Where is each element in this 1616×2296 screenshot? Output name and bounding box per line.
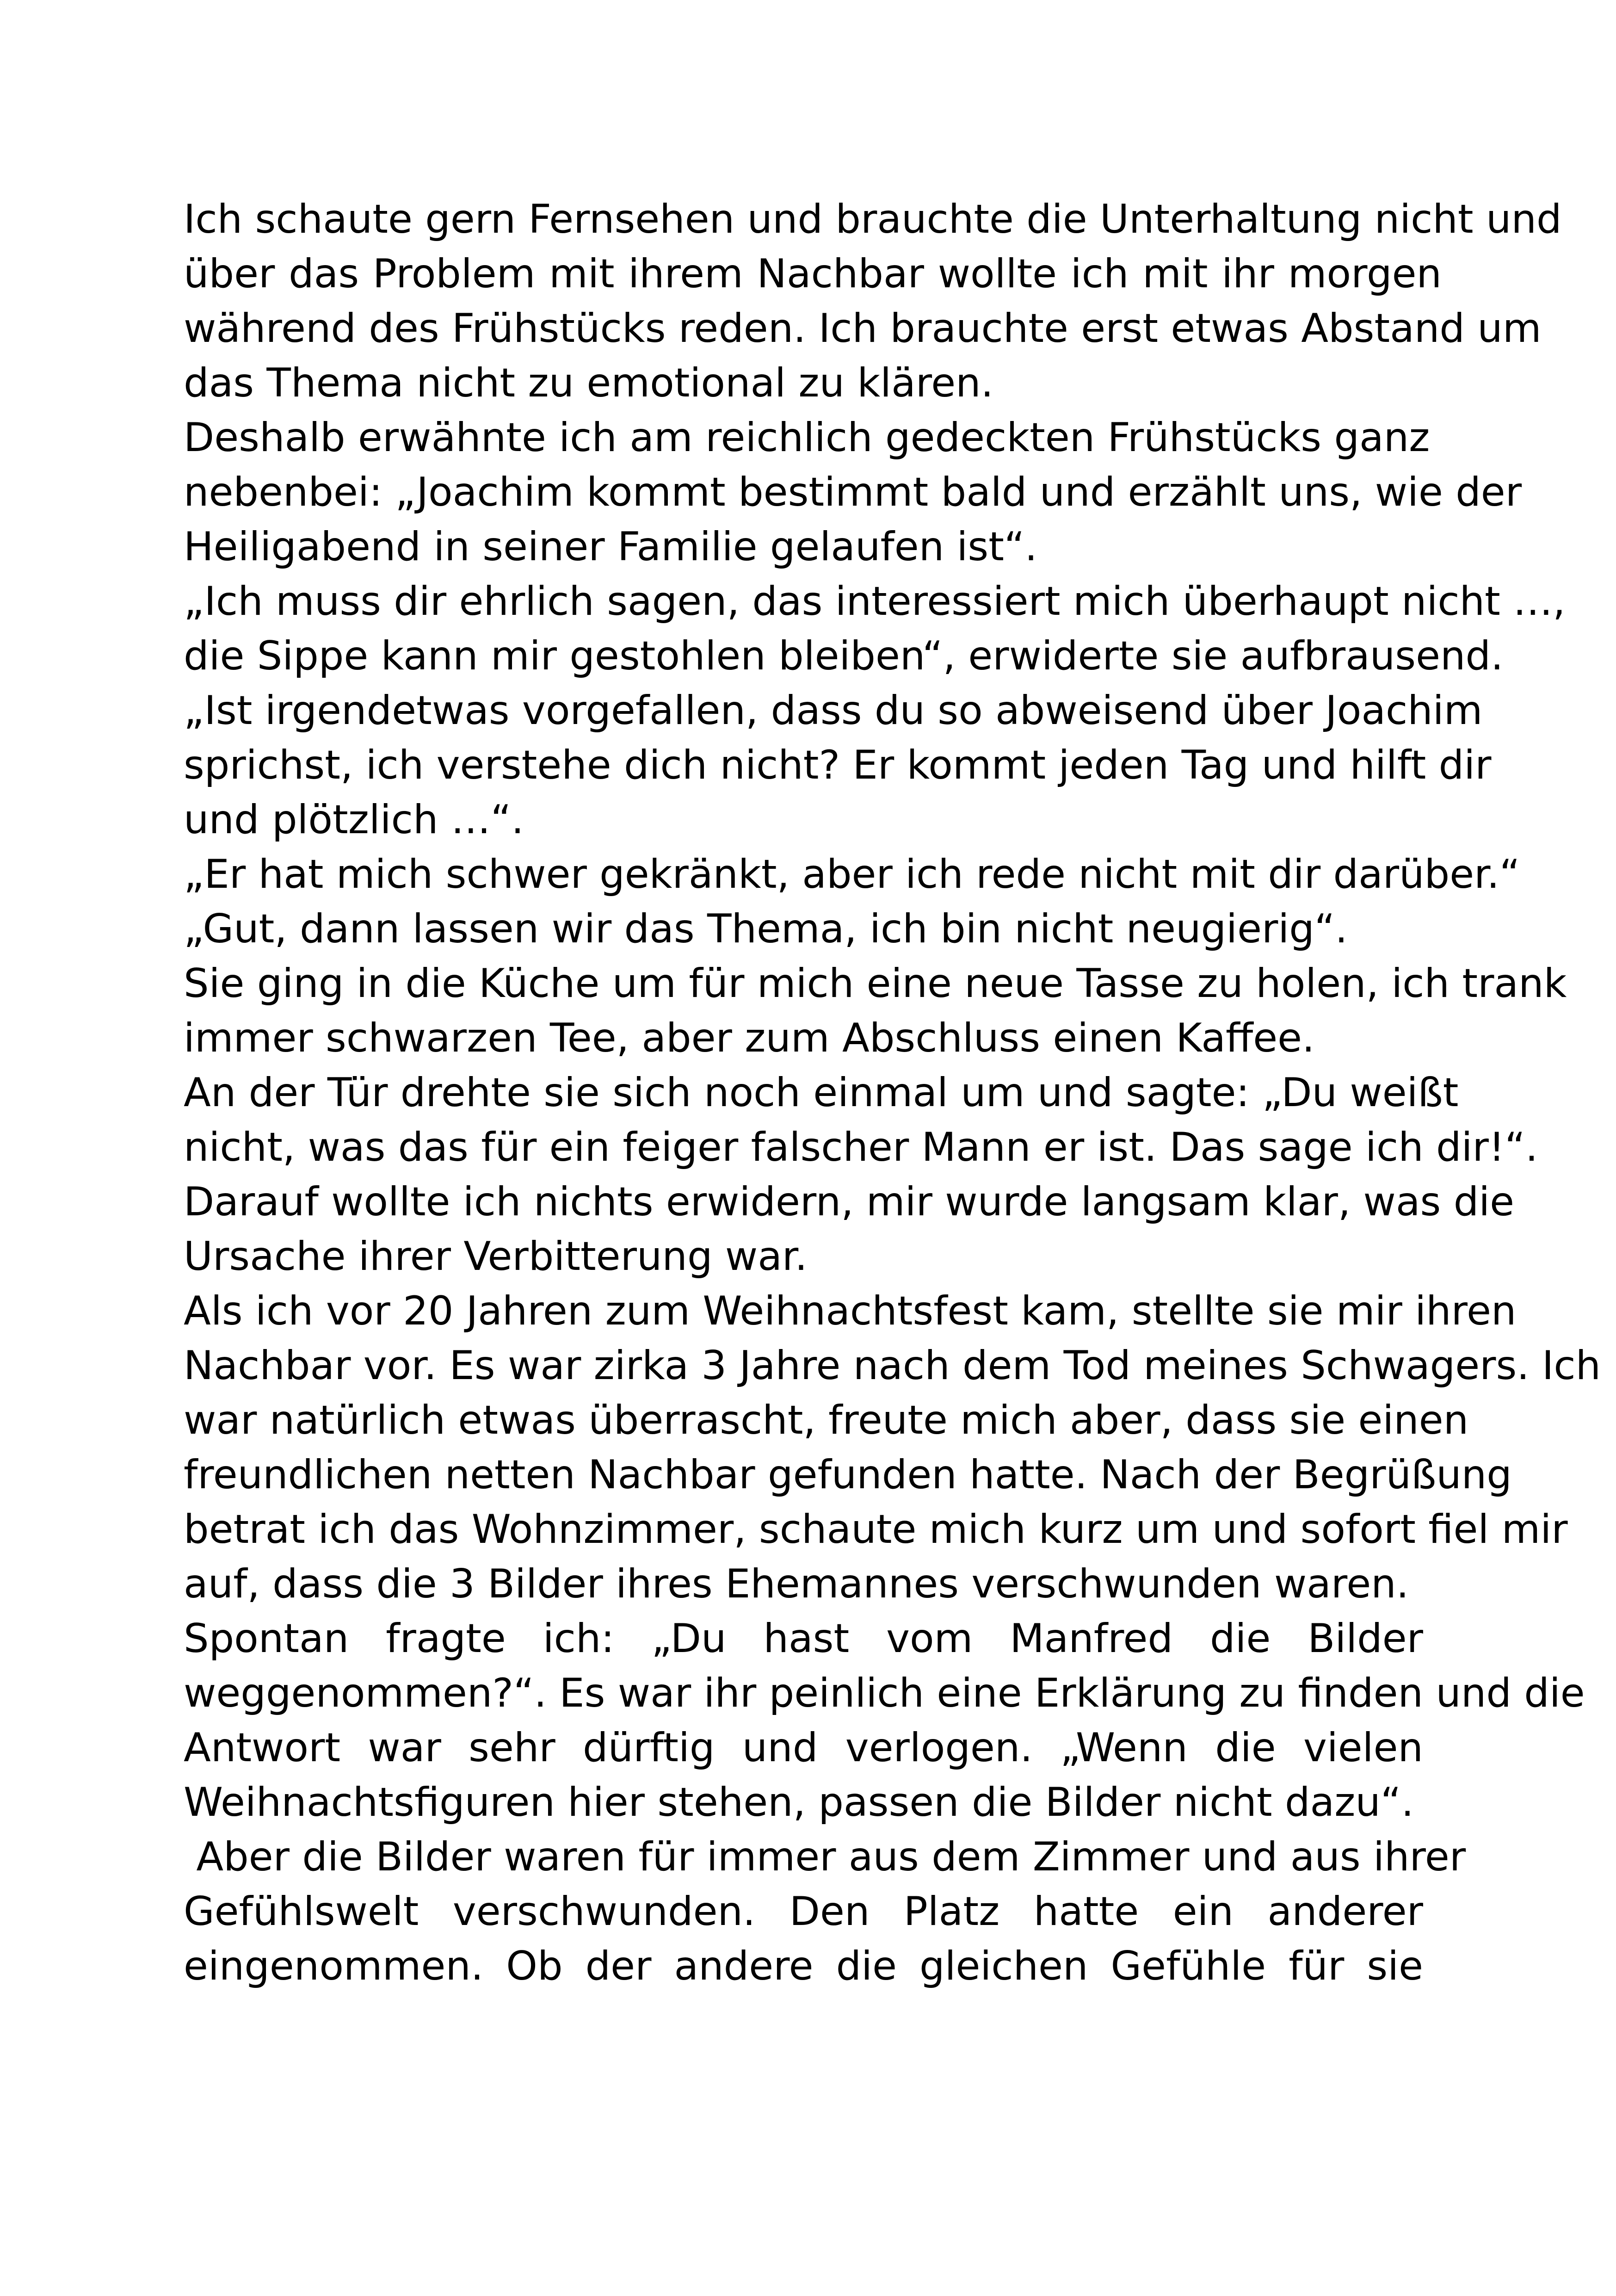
text-line: Heiligabend in seiner Familie gelaufen ist“. [184,524,1037,570]
text-line: nebenbei: „Joachim kommt bestimmt bald und erzählt uns, wie der [184,469,1522,515]
text-line: Ich schaute gern Fernsehen und brauchte die Unterhaltung nicht und [184,196,1562,242]
text-line: An der Tür drehte sie sich noch einmal um und sagte: „Du weißt [184,1070,1459,1116]
text-line: auf, dass die 3 Bilder ihres Ehemannes verschwunden waren. [184,1561,1409,1607]
text-line: Aber die Bilder waren für immer aus dem Zimmer und aus ihrer [184,1834,1466,1880]
text-line: während des Frühstücks reden. Ich brauchte erst etwas Abstand um [184,305,1542,352]
text-line: Sie ging in die Küche um für mich eine neue Tasse zu holen, ich trank [184,960,1567,1007]
text-line: eingenommen. Ob der andere die gleichen Gefühle für sie [184,1943,1423,1989]
text-line: „Ist irgendetwas vorgefallen, dass du so abweisend über Joachim [184,687,1483,734]
text-line: Deshalb erwähnte ich am reichlich gedeckten Frühstücks ganz [184,415,1430,461]
text-line: nicht, was das für ein feiger falscher Mann er ist. Das sage ich dir!“. [184,1124,1538,1170]
text-line: immer schwarzen Tee, aber zum Abschluss einen Kaffee. [184,1015,1315,1061]
text-line: sprichst, ich verstehe dich nicht? Er kommt jeden Tag und hilft dir [184,742,1492,788]
text-line: Antwort war sehr dürftig und verlogen. „Wenn die vielen [184,1725,1423,1771]
text-line: Darauf wollte ich nichts erwidern, mir wurde langsam klar, was die [184,1179,1515,1225]
text-line: Gefühlswelt verschwunden. Den Platz hatte ein anderer [184,1888,1423,1935]
text-line: weggenommen?“. Es war ihr peinlich eine Erklärung zu finden und die [184,1670,1585,1716]
text-line: Als ich vor 20 Jahren zum Weihnachtsfest kam, stellte sie mir ihren [184,1288,1517,1334]
text-line: Ursache ihrer Verbitterung war. [184,1233,808,1280]
text-line: war natürlich etwas überrascht, freute mich aber, dass sie einen [184,1397,1469,1443]
text-line: und plötzlich …“. [184,797,524,843]
text-line: freundlichen netten Nachbar gefunden hatte. Nach der Begrüßung [184,1452,1512,1498]
text-line: „Gut, dann lassen wir das Thema, ich bin nicht neugierig“. [184,906,1348,952]
text-line: „Er hat mich schwer gekränkt, aber ich rede nicht mit dir darüber.“ [184,851,1520,897]
text-line: Nachbar vor. Es war zirka 3 Jahre nach dem Tod meines Schwagers. Ich [184,1343,1601,1389]
text-line: „Ich muss dir ehrlich sagen, das interessiert mich überhaupt nicht …, [184,578,1566,625]
text-line: die Sippe kann mir gestohlen bleiben“, erwiderte sie aufbrausend. [184,633,1504,679]
text-line: das Thema nicht zu emotional zu klären. [184,360,993,406]
text-line: Weihnachtsfiguren hier stehen, passen die Bilder nicht dazu“. [184,1779,1414,1826]
text-line: betrat ich das Wohnzimmer, schaute mich kurz um und sofort fiel mir [184,1506,1568,1553]
text-line: Spontan fragte ich: „Du hast vom Manfred die Bilder [184,1615,1423,1662]
text-line: über das Problem mit ihrem Nachbar wollte ich mit ihr morgen [184,251,1442,297]
